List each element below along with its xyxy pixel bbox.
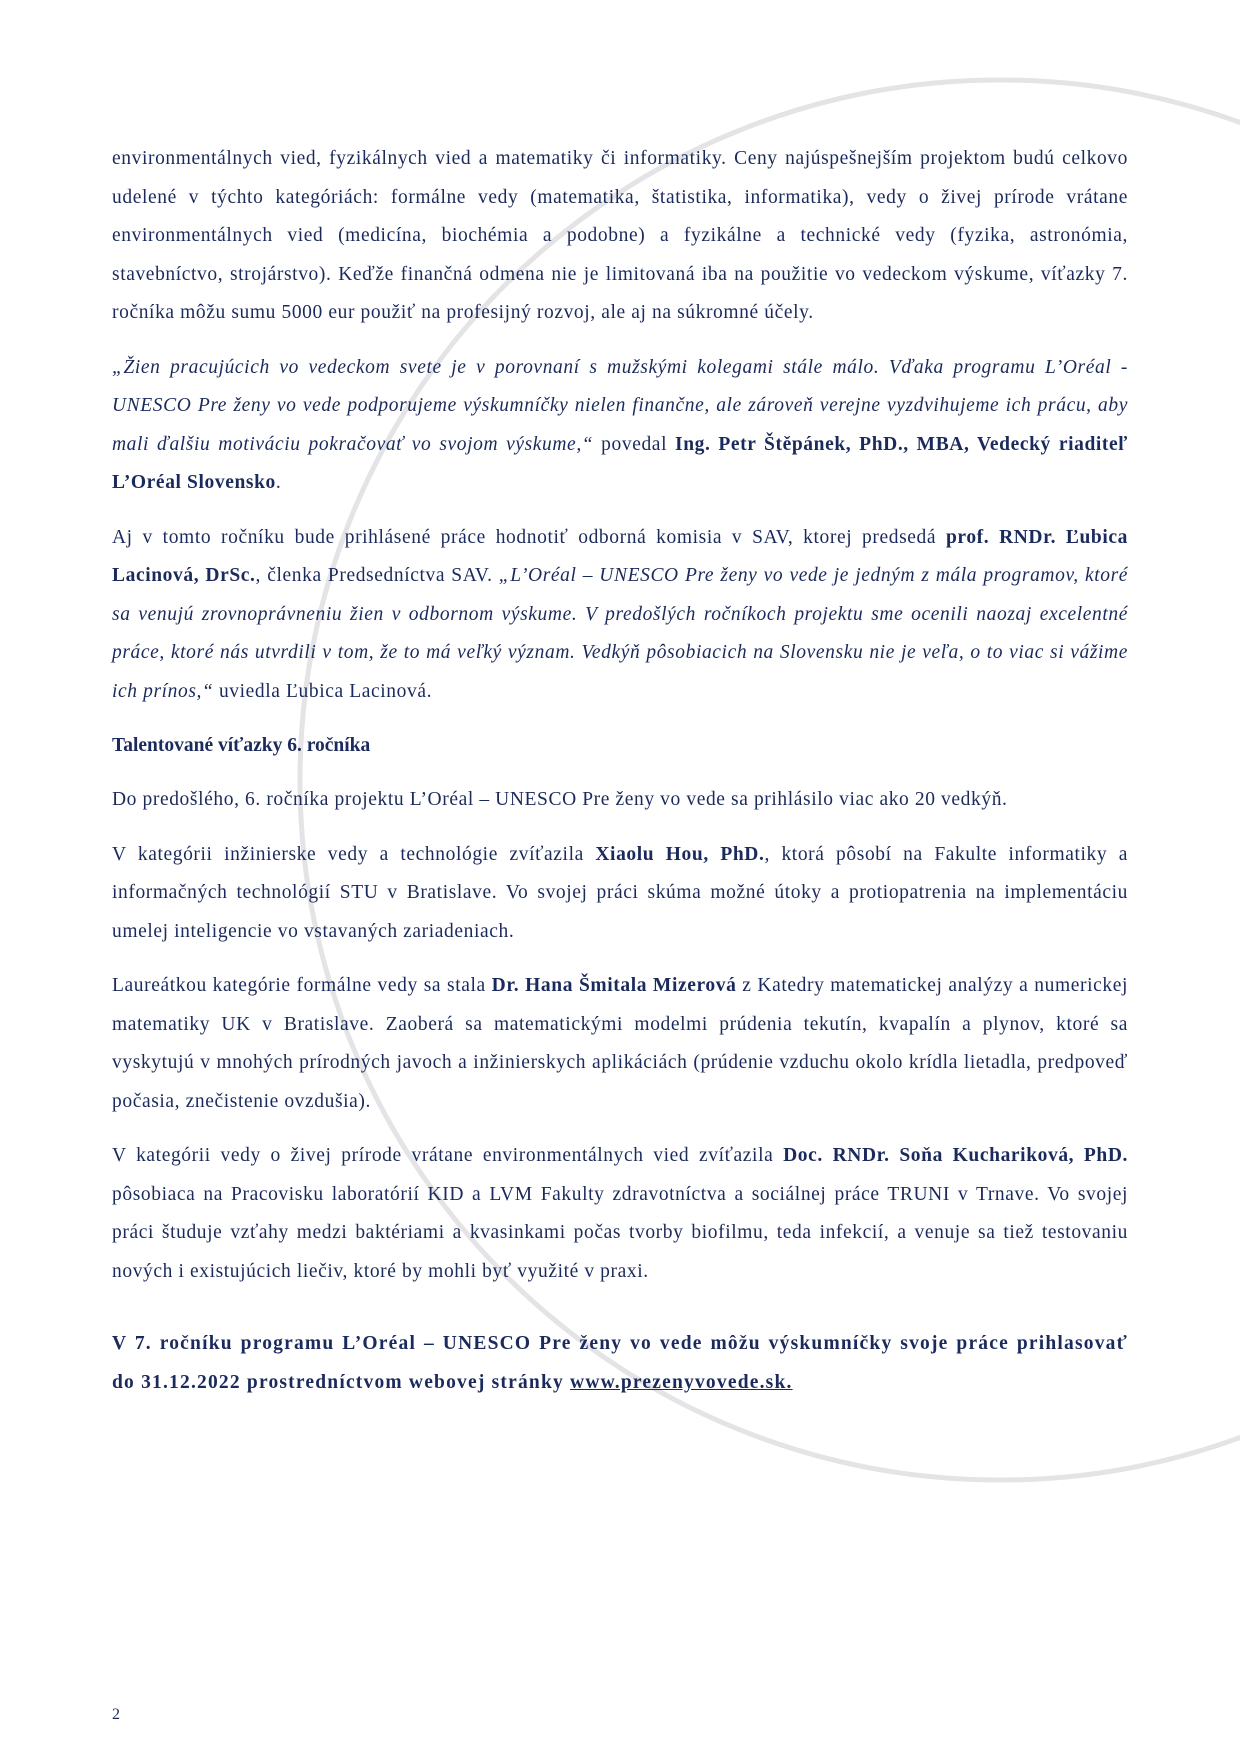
section-heading: Talentované víťazky 6. ročníka — [112, 735, 371, 756]
lacinova-attribution: uviedla Ľubica Lacinová. — [218, 680, 433, 702]
winner-name: Doc. RNDr. Soňa Kuchariková, PhD. — [783, 1145, 1129, 1166]
paragraph-previous-year: Do predošlého, 6. ročníka projektu L’Oréal – UNESCO Pre ženy vo vede sa prihlásilo viac ako 20 vedkýň. — [112, 789, 1008, 810]
winner-description: , ktorá pôsobí na Fakulte informatiky a informačných technológií STU v Bratislave. Vo svojej práci skúma možné útoky a protiopatrenia na implementáciu umelej inteligencie vo vstavaných zariadeniach. — [112, 843, 1128, 942]
quote-end: . — [275, 472, 282, 493]
page-number: 2 — [112, 1706, 120, 1723]
document-body — [112, 140, 1128, 1418]
paragraph-winner-formal — [112, 967, 1128, 1121]
quote-author: Ing. Petr Štěpánek, PhD., MBA, Vedecký riaditeľ L’Oréal Slovensko — [112, 433, 1128, 493]
quote-text: „Žien pracujúcich vo vedeckom svete je v porovnaní s mužskými kolegami stále málo. Vďaka programu L’Oréal - UNESCO Pre ženy vo vede podporujeme výskumníčky nielen finančne, ale zároveň verejne vyzdvihujeme ich prácu, aby mali ďalšiu motiváciu pokračovať vo svojom výskume,“ — [112, 356, 1128, 455]
winner-description: pôsobiaca na Pracovisku laboratórií KID a LVM Fakulty zdravotníctva a sociálnej práce TRUNI v Trnave. Vo svojej práci študuje vzťahy medzi baktériami a kvasinkami počas tvorby biofilmu, teda infekcií, a venuje sa tiež testovaniu nových i existujúcich liečiv, ktoré by mohli byť využité v praxi. — [112, 1183, 1128, 1282]
paragraph-winner-life-sciences — [112, 1137, 1128, 1291]
paragraph-winner-engineering — [112, 836, 1128, 952]
winner-intro: V kategórii vedy o živej prírode vrátane environmentálnych vied zvíťazila — [112, 1145, 774, 1166]
commission-chair: prof. RNDr. Ľubica Lacinová, DrSc. — [112, 526, 1128, 586]
winner-intro: V kategórii inžinierske vedy a technológie zvíťazila — [112, 843, 584, 865]
paragraph-lacinova — [112, 519, 1128, 712]
website-link[interactable]: www.prezenyvovede.sk. — [570, 1371, 793, 1393]
winner-description: z Katedry matematickej analýzy a numerickej matematiky UK v Bratislave. Zaoberá sa matematickými modelmi prúdenia tekutín, kvapalín a plynov, ktoré sa vyskytujú v mnohých prírodných javoch a inžinierskych aplikáciách (prúdenie vzduchu okolo krídla lietadla, predpoveď počasia, znečistenie ovzdušia). — [112, 975, 1128, 1112]
winner-intro: Laureátkou kategórie formálne vedy sa stala — [112, 975, 486, 996]
lacinova-quote: „L’Oréal – UNESCO Pre ženy vo vede je jedným z mála programov, ktoré sa venujú zrovnoprávneniu žien v odbornom výskume. V predošlých ročníkoch projektu sme ocenili naozaj excelentné práce, ktoré nás utvrdili v tom, že to má veľký význam. Vedkýň pôsobiacich na Slovensku nie je veľa, o to viac si vážime ich prínos,“ — [112, 565, 1129, 702]
quote-verb: povedal — [601, 433, 668, 455]
winner-name: Xiaolu Hou, PhD. — [595, 843, 765, 865]
commission-text: Aj v tomto ročníku bude prihlásené práce hodnotiť odborná komisia v SAV, ktorej predsedá — [112, 526, 937, 548]
winner-name: Dr. Hana Šmitala Mizerová — [491, 975, 737, 996]
paragraph-call-to-action — [112, 1325, 1128, 1402]
paragraph-categories: environmentálnych vied, fyzikálnych vied a matematiky či informatiky. Ceny najúspešnejším projektom budú celkovo udelené v týchto kategóriách: formálne vedy (matematika, štatistika, informatika), vedy o živej prírode vrátane environmentálnych vied (medicína, biochémia a podobne) a fyzikálne a technické vedy (fyzika, astronómia, stavebníctvo, strojárstvo). Keďže finančná odmena nie je limitovaná iba na použitie vo vedeckom výskume, víťazky 7. ročníka môžu sumu 5000 eur použiť na profesijný rozvoj, ale aj na súkromné účely. — [112, 148, 1128, 323]
call-to-action-text: V 7. ročníku programu L’Oréal – UNESCO Pre ženy vo vede môžu výskumníčky svoje práce prihlasovať do 31.12.2022 prostredníctvom webovej stránky — [112, 1333, 1128, 1393]
chair-role: , členka Predsedníctva SAV. — [255, 565, 493, 586]
paragraph-stepanek-quote — [112, 349, 1128, 503]
